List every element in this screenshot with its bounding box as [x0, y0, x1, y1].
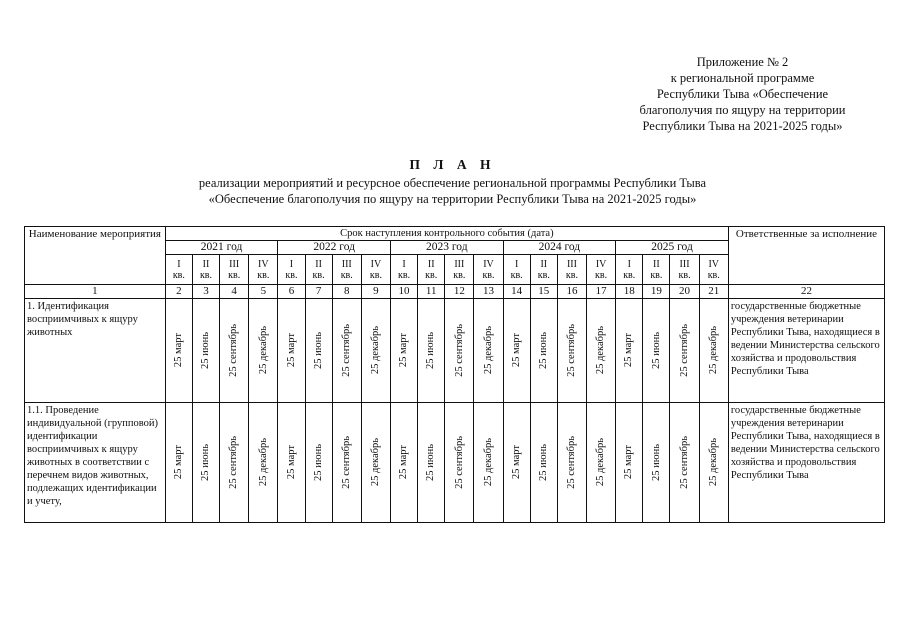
deadline-wrap [306, 444, 332, 481]
deadline-wrap [587, 438, 615, 486]
deadline-date: 25 декабрь [708, 326, 719, 375]
deadline-cell [305, 403, 332, 523]
quarter-abbr: кв. [398, 269, 411, 281]
quarter-abbr: кв. [482, 269, 495, 281]
deadline-date: 25 июнь [200, 444, 212, 481]
deadline-date: 25 сентябрь [453, 436, 465, 489]
deadline-wrap [558, 324, 586, 377]
deadline-cell [278, 299, 305, 403]
deadline-date: 25 декабрь [482, 326, 494, 375]
deadline-date: 25 март [285, 333, 297, 368]
quarter-roman: III [454, 258, 465, 270]
plan-subtitle [0, 175, 905, 207]
quarter-roman: I [514, 258, 519, 270]
quarter-roman: IV [483, 258, 494, 270]
deadline-cell [503, 299, 530, 403]
header-quarter [557, 255, 586, 285]
deadline-cell [557, 299, 586, 403]
quarter-roman: I [177, 258, 181, 270]
quarter-abbr: кв. [257, 269, 270, 281]
deadline-wrap [220, 436, 248, 489]
deadline-wrap [445, 436, 473, 489]
deadline-date: 25 март [173, 333, 185, 368]
deadline-date: 25 сентябрь [341, 324, 352, 377]
header-quarter [390, 255, 417, 285]
table-row [25, 403, 885, 523]
deadline-date: 25 сентябрь [566, 324, 578, 377]
quarter-abbr: кв. [340, 269, 353, 281]
quarter-roman: IV [370, 258, 382, 270]
header-quarter [249, 255, 278, 285]
deadline-wrap [249, 326, 277, 374]
header-quarter [192, 255, 219, 285]
quarter-abbr: кв. [650, 269, 663, 281]
deadline-cell [192, 299, 219, 403]
header-year: 2022 год [278, 241, 391, 255]
deadline-cell [670, 403, 699, 523]
column-number: 4 [220, 285, 249, 299]
appendix-line: Республики Тыва на 2021-2025 годы» [642, 119, 843, 133]
deadline-date: 25 декабрь [595, 326, 607, 375]
deadline-cell [220, 299, 249, 403]
header-quarter [530, 255, 557, 285]
deadline-date: 25 июнь [425, 332, 437, 369]
activity-name: 1. Идентификация восприимчивых к ящуру животных [25, 299, 166, 403]
quarter-roman: II [427, 258, 435, 270]
header-responsible: Ответственные за исполнение [728, 227, 884, 285]
deadline-cell [557, 403, 586, 523]
header-quarter [503, 255, 530, 285]
column-number: 7 [305, 285, 332, 299]
deadline-wrap [362, 326, 390, 374]
column-number: 16 [557, 285, 586, 299]
deadline-cell [305, 299, 332, 403]
deadline-cell [445, 403, 474, 523]
header-year: 2021 год [165, 241, 278, 255]
deadline-cell [587, 403, 616, 523]
deadline-wrap [362, 438, 390, 486]
header-quarter [418, 255, 445, 285]
deadline-wrap [278, 445, 304, 479]
deadline-cell [390, 299, 417, 403]
column-number: 17 [587, 285, 616, 299]
deadline-cell [587, 299, 616, 403]
header-quarter [278, 255, 305, 285]
quarter-abbr: кв. [565, 269, 578, 281]
deadline-cell [165, 403, 192, 523]
deadline-wrap [558, 436, 586, 489]
appendix-line: к региональной программе [670, 71, 815, 85]
deadline-date: 25 март [398, 333, 410, 368]
column-number: 6 [278, 285, 305, 299]
deadline-wrap [670, 436, 698, 489]
deadline-date: 25 декабрь [708, 438, 719, 487]
deadline-cell [530, 403, 557, 523]
deadline-date: 25 декабрь [257, 438, 269, 487]
deadline-cell [220, 403, 249, 523]
deadline-cell [474, 299, 503, 403]
column-number: 19 [643, 285, 670, 299]
appendix-block [600, 54, 885, 134]
deadline-cell [192, 403, 219, 523]
deadline-date: 25 сентябрь [678, 324, 690, 377]
header-quarter [587, 255, 616, 285]
column-number: 5 [249, 285, 278, 299]
header-quarter [165, 255, 192, 285]
header-quarter [305, 255, 332, 285]
header-deadline: Срок наступления контрольного события (дата) [165, 227, 728, 241]
column-number: 9 [361, 285, 390, 299]
deadline-wrap [700, 438, 728, 486]
deadline-cell [503, 403, 530, 523]
deadline-date: 25 сентябрь [228, 324, 240, 377]
deadline-date: 25 декабрь [257, 326, 269, 375]
header-quarter [670, 255, 699, 285]
deadline-cell [445, 299, 474, 403]
deadline-cell [643, 403, 670, 523]
deadline-cell [249, 403, 278, 523]
column-number: 18 [616, 285, 643, 299]
quarter-roman: I [402, 258, 406, 270]
quarter-abbr: кв. [285, 269, 298, 281]
deadline-date: 25 сентябрь [566, 436, 578, 489]
deadline-wrap [531, 332, 557, 369]
deadline-cell [474, 403, 503, 523]
activity-name: 1.1. Проведение индивидуальной (групповой) идентификации восприимчивых к ящуру животных в соответствии с перечнем видов животных, подлежащих идентификации и учету, [25, 403, 166, 523]
deadline-date: 25 сентябрь [341, 436, 352, 489]
quarter-abbr: кв. [510, 269, 523, 281]
quarter-abbr: кв. [595, 269, 608, 281]
header-quarter [361, 255, 390, 285]
quarter-abbr: кв. [199, 269, 213, 281]
quarter-roman: I [289, 258, 294, 270]
deadline-date: 25 июнь [312, 332, 324, 369]
quarter-roman: III [566, 258, 577, 270]
quarter-roman: II [202, 258, 210, 270]
header-quarter [332, 255, 361, 285]
deadline-date: 25 июнь [538, 444, 550, 481]
column-number: 12 [445, 285, 474, 299]
quarter-abbr: кв. [537, 269, 550, 281]
deadline-date: 25 март [510, 445, 522, 480]
deadline-cell [361, 299, 390, 403]
deadline-wrap [418, 444, 444, 481]
deadline-wrap [504, 445, 530, 479]
quarter-abbr: кв. [707, 269, 720, 281]
deadline-cell [332, 299, 361, 403]
header-activity-name: Наименование мероприятия [25, 227, 166, 285]
table-row [25, 299, 885, 403]
quarter-roman: IV [708, 258, 720, 270]
deadline-date: 25 март [398, 445, 410, 480]
deadline-wrap [193, 444, 219, 481]
header-quarter [445, 255, 474, 285]
quarter-roman: II [540, 258, 548, 270]
appendix-line: благополучия по ящуру на территории [639, 103, 846, 117]
deadline-cell [418, 403, 445, 523]
deadline-wrap [474, 438, 502, 486]
deadline-cell [165, 299, 192, 403]
plan-title: П Л А Н [409, 157, 496, 172]
deadline-date: 25 март [623, 445, 635, 480]
deadline-cell [332, 403, 361, 523]
appendix-line: Приложение № 2 [696, 55, 789, 69]
deadline-date: 25 декабрь [370, 326, 382, 375]
deadline-wrap [504, 333, 530, 367]
responsible-party: государственные бюджетные учреждения ветеринарии Республики Тыва, находящиеся в ведении Министерства сельского хозяйства и продовольствия Республики Тыва [728, 299, 884, 403]
deadline-cell [670, 299, 699, 403]
column-number: 2 [165, 285, 192, 299]
responsible-party: государственные бюджетные учреждения ветеринарии Республики Тыва, находящиеся в ведении Министерства сельского хозяйства и продовольствия Республики Тыва [728, 403, 884, 523]
deadline-cell [699, 299, 728, 403]
column-number: 8 [332, 285, 361, 299]
quarter-abbr: кв. [369, 269, 382, 281]
column-number: 3 [192, 285, 219, 299]
deadline-date: 25 июнь [650, 332, 662, 369]
column-number: 13 [474, 285, 503, 299]
deadline-wrap [391, 445, 417, 479]
deadline-cell [616, 299, 643, 403]
quarter-roman: III [229, 258, 240, 270]
deadline-cell [616, 403, 643, 523]
deadline-cell [530, 299, 557, 403]
header-quarter [643, 255, 670, 285]
deadline-wrap [616, 445, 642, 479]
deadline-cell [418, 299, 445, 403]
deadline-wrap [531, 444, 557, 481]
quarter-roman: I [627, 258, 631, 270]
deadline-wrap [670, 324, 698, 377]
column-number: 21 [699, 285, 728, 299]
deadline-wrap [643, 444, 669, 481]
deadline-date: 25 декабрь [595, 438, 607, 487]
deadline-date: 25 июнь [312, 444, 324, 481]
deadline-wrap [616, 333, 642, 367]
deadline-wrap [278, 333, 304, 367]
deadline-wrap [587, 326, 615, 374]
deadline-date: 25 март [173, 445, 185, 480]
header-year: 2023 год [390, 241, 503, 255]
header-quarter [220, 255, 249, 285]
deadline-date: 25 июнь [538, 332, 550, 369]
subtitle-line: «Обеспечение благополучия по ящуру на территории Республики Тыва на 2021-2025 годы» [208, 192, 697, 206]
deadline-date: 25 июнь [200, 332, 212, 369]
subtitle-line: реализации мероприятий и ресурсное обеспечение региональной программы Республики Тыва [198, 176, 707, 190]
header-quarter [616, 255, 643, 285]
deadline-wrap [166, 445, 192, 479]
deadline-wrap [700, 326, 728, 374]
deadline-wrap [445, 324, 473, 377]
deadline-wrap [166, 333, 192, 367]
deadline-date: 25 март [623, 333, 635, 368]
deadline-cell [278, 403, 305, 523]
column-number: 14 [503, 285, 530, 299]
deadline-date: 25 сентябрь [678, 436, 690, 489]
column-number: 22 [728, 285, 884, 299]
quarter-roman: II [315, 258, 322, 270]
deadline-cell [643, 299, 670, 403]
quarter-roman: IV [258, 258, 269, 270]
deadline-wrap [333, 436, 361, 489]
deadline-wrap [418, 332, 444, 369]
deadline-wrap [643, 332, 669, 369]
quarter-abbr: кв. [453, 269, 466, 281]
deadline-cell [361, 403, 390, 523]
column-number: 11 [418, 285, 445, 299]
column-number: 20 [670, 285, 699, 299]
header-quarter [474, 255, 503, 285]
deadline-date: 25 июнь [425, 444, 437, 481]
deadline-wrap [333, 324, 361, 377]
deadline-wrap [306, 332, 332, 369]
deadline-date: 25 март [285, 445, 297, 480]
quarter-abbr: кв. [172, 269, 185, 281]
deadline-date: 25 июнь [650, 444, 662, 481]
quarter-roman: IV [595, 258, 607, 270]
deadline-date: 25 март [510, 333, 522, 368]
column-number: 1 [25, 285, 166, 299]
quarter-abbr: кв. [623, 269, 636, 281]
quarter-roman: III [679, 258, 690, 270]
quarter-abbr: кв. [678, 269, 691, 281]
column-number: 10 [390, 285, 417, 299]
deadline-date: 25 сентябрь [228, 436, 240, 489]
deadline-cell [249, 299, 278, 403]
deadline-cell [699, 403, 728, 523]
deadline-wrap [249, 438, 277, 486]
quarter-abbr: кв. [228, 269, 241, 281]
deadline-date: 25 сентябрь [453, 324, 465, 377]
deadline-wrap [391, 333, 417, 367]
header-year: 2024 год [503, 241, 616, 255]
quarter-abbr: кв. [312, 269, 325, 281]
deadline-wrap [474, 326, 502, 374]
quarter-abbr: кв. [425, 269, 438, 281]
deadline-date: 25 декабрь [370, 438, 382, 487]
appendix-line: Республики Тыва «Обеспечение [656, 87, 829, 101]
header-year: 2025 год [616, 241, 729, 255]
deadline-wrap [220, 324, 248, 377]
deadline-cell [390, 403, 417, 523]
deadline-wrap [193, 332, 219, 369]
plan-table [24, 226, 885, 523]
quarter-roman: II [653, 258, 660, 270]
quarter-roman: III [341, 258, 352, 270]
deadline-date: 25 декабрь [482, 438, 494, 487]
column-number: 15 [530, 285, 557, 299]
header-quarter [699, 255, 728, 285]
